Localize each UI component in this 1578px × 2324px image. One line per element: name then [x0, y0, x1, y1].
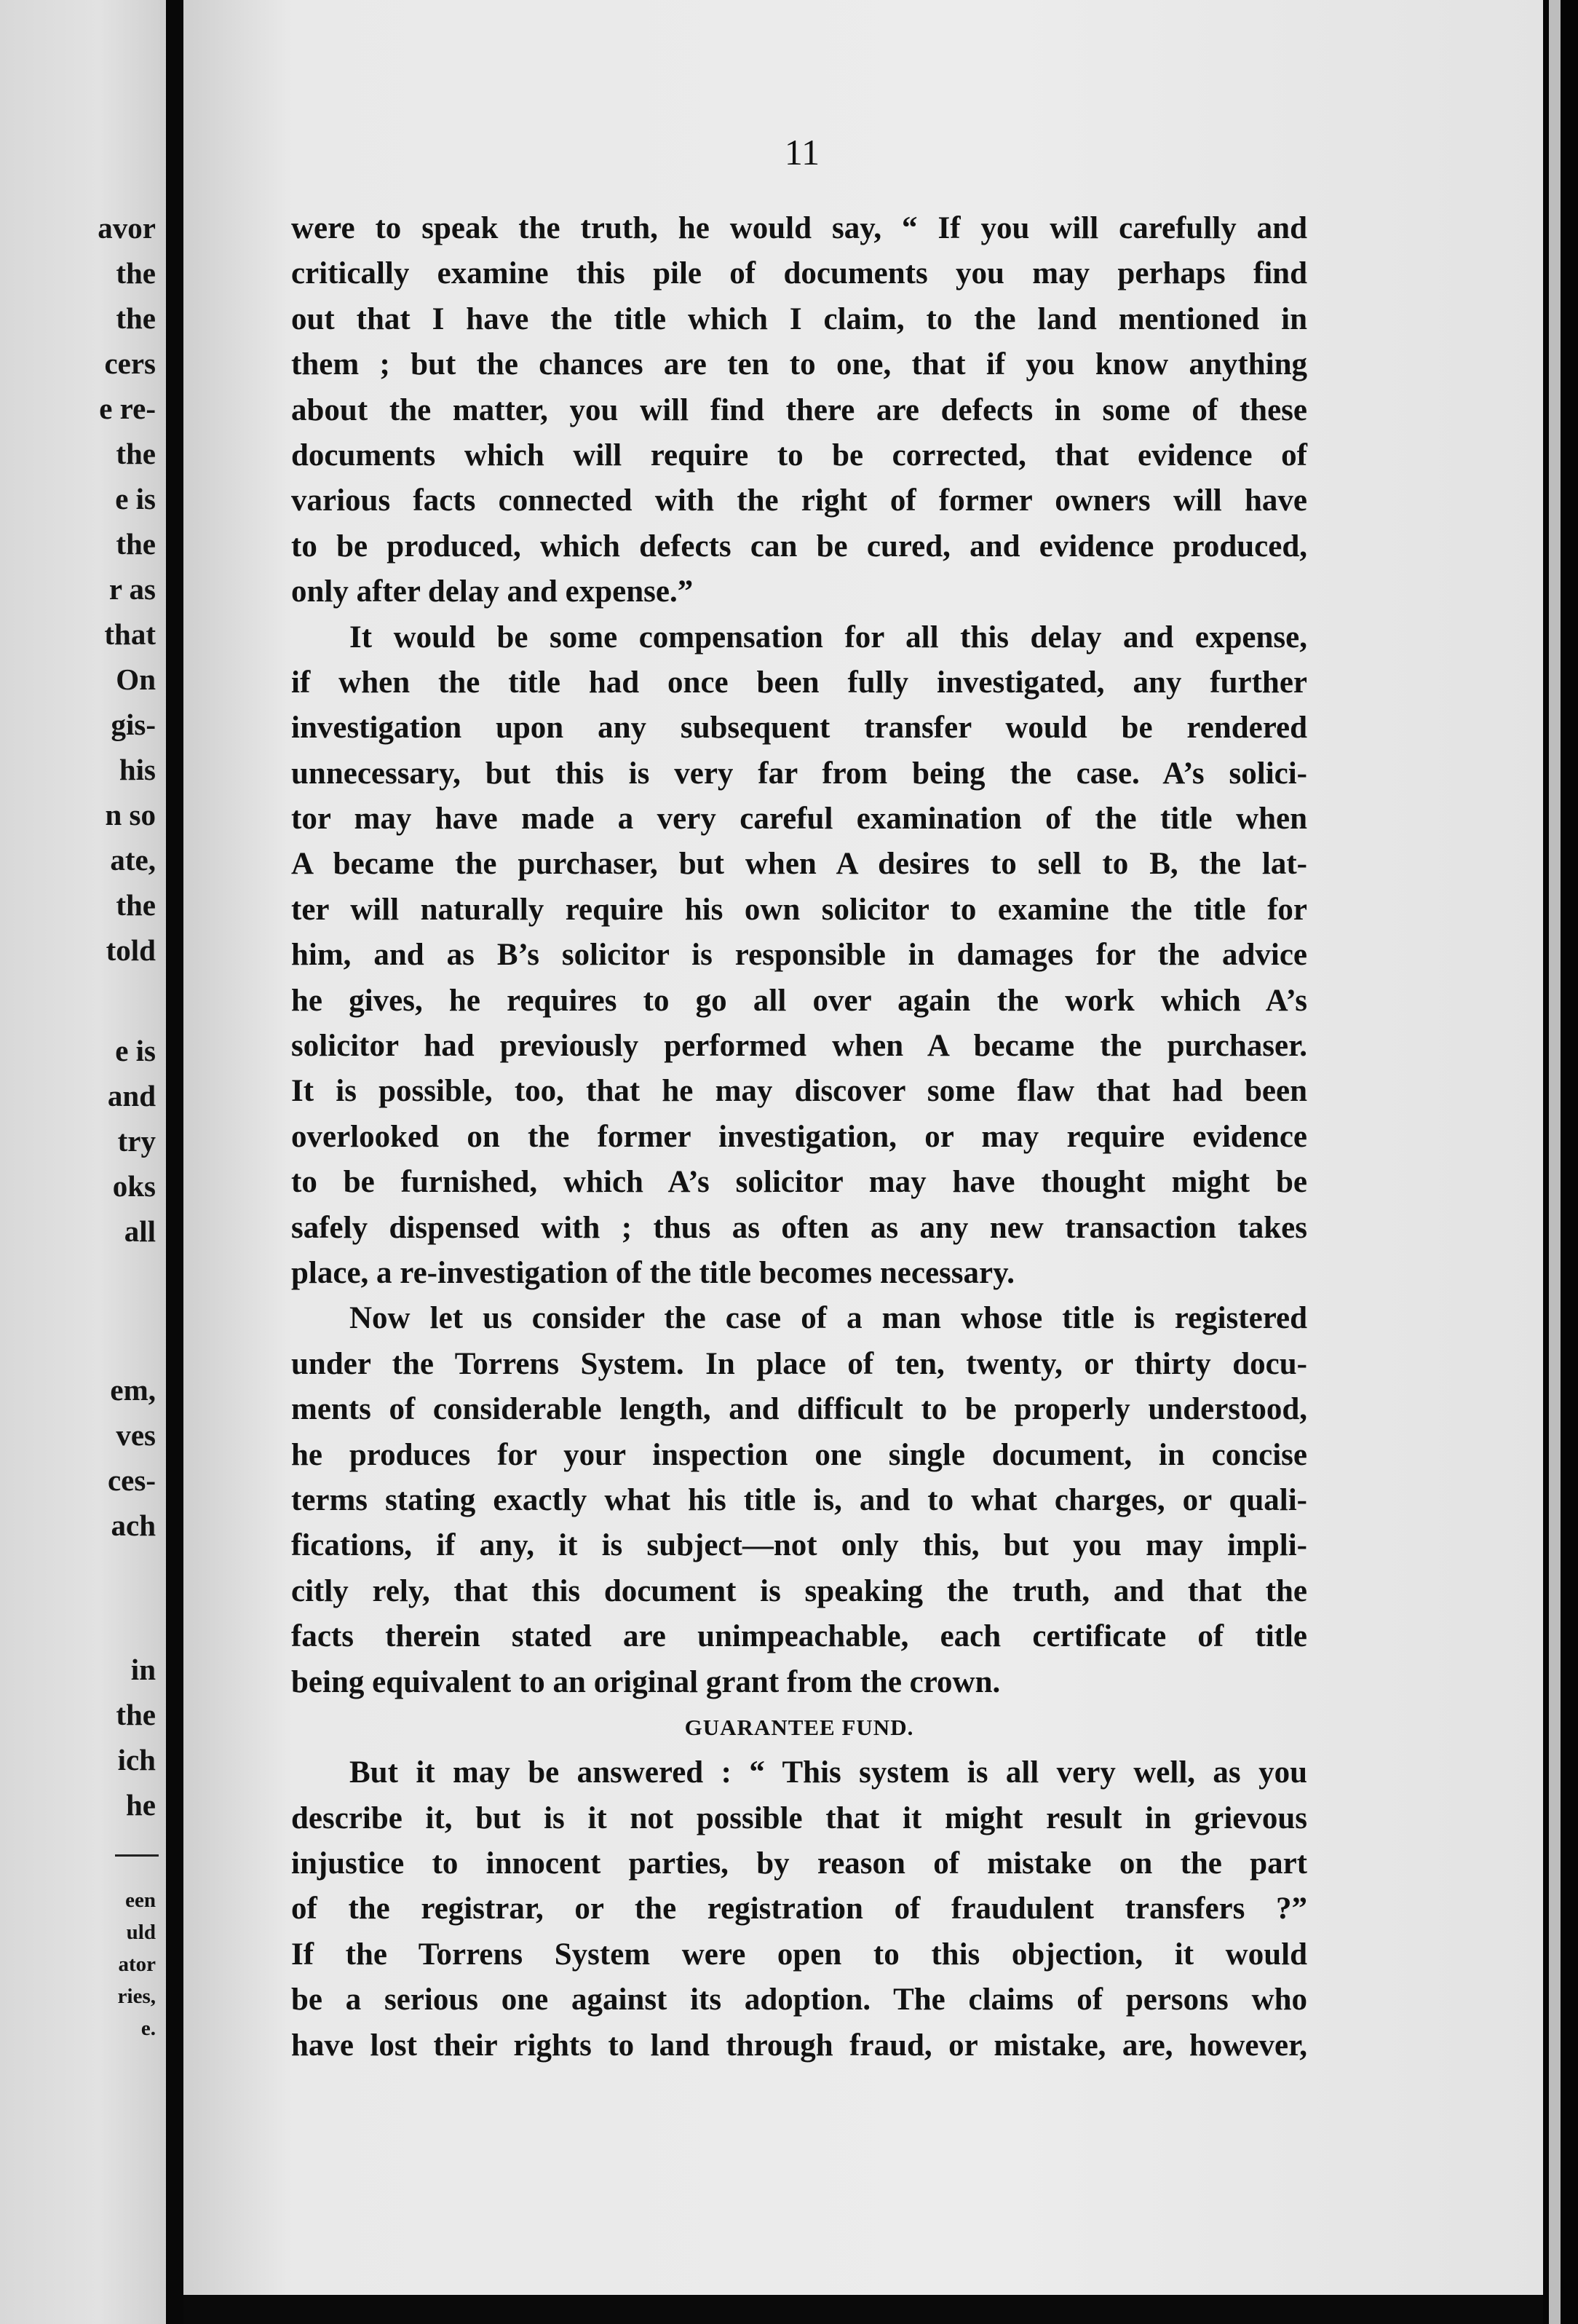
text-line: solicitor had previously performed when A became the purchaser. [291, 1029, 1307, 1064]
left-fragment: the [116, 256, 156, 290]
paragraph [291, 1296, 1307, 1705]
left-fragment: the [116, 437, 156, 470]
left-fragment: that [104, 617, 156, 651]
body-text [291, 206, 1307, 2068]
text-line: be a serious one against its adoption. The claims of persons who [291, 1983, 1307, 2017]
text-line: It is possible, too, that he may discover some flaw that had been [291, 1074, 1307, 1109]
left-fragment: cers [104, 347, 156, 380]
left-fragment: n so [105, 798, 156, 831]
text-line: being equivalent to an original grant from the crown. [291, 1664, 1001, 1699]
text-line: only after delay and expense.” [291, 574, 694, 609]
left-fragment: ate, [110, 843, 156, 877]
text-line: overlooked on the former investigation, or may require evidence [291, 1119, 1307, 1154]
text-line: ments of considerable length, and difficult to be properly understood, [291, 1392, 1307, 1427]
text-line: him, and as B’s solicitor is responsible in damages for the advice [291, 938, 1307, 973]
left-fragment: his [119, 753, 156, 786]
left-fragment: told [106, 933, 156, 967]
text-line: critically examine this pile of documents you may perhaps find [291, 256, 1307, 291]
text-line: place, a re-investigation of the title becomes necessary. [291, 1255, 1015, 1290]
left-fragment: in [130, 1653, 156, 1686]
left-fragment: he [126, 1788, 156, 1822]
text-line: safely dispensed with ; thus as often as any new transaction takes [291, 1210, 1307, 1245]
text-line: he gives, he requires to go all over again the work which A’s [291, 983, 1307, 1018]
paragraph [291, 1750, 1307, 2068]
text-line: unnecessary, but this is very far from being the case. A’s solici- [291, 756, 1307, 791]
text-line: But it may be answered : “ This system is all very well, as you [349, 1755, 1307, 1790]
left-fragment: e re- [99, 392, 156, 425]
page-gutter [166, 0, 183, 2324]
text-line: If the Torrens System were open to this objection, it would [291, 1937, 1307, 1972]
left-fragment: ries, [117, 1985, 156, 2008]
text-line: if when the title had once been fully investigated, any further [291, 665, 1307, 700]
text-line: It would be some compensation for all this delay and expense, [349, 620, 1307, 655]
left-fragment: oks [112, 1169, 156, 1203]
left-fragment: the [116, 527, 156, 561]
text-line: documents which will require to be corrected, that evidence of [291, 438, 1307, 473]
text-line: he produces for your inspection one single document, in concise [291, 1437, 1307, 1472]
paragraph [291, 206, 1307, 615]
text-line: under the Torrens System. In place of ten, twenty, or thirty docu- [291, 1346, 1307, 1381]
text-line: describe it, but is it not possible that it might result in grievous [291, 1801, 1307, 1835]
text-line: about the matter, you will find there are defects in some of these [291, 392, 1307, 427]
left-fragment: em, [110, 1373, 156, 1407]
left-fragment: the [116, 301, 156, 335]
text-line: tor may have made a very careful examination of the title when [291, 802, 1307, 837]
left-fragment: e is [115, 1034, 156, 1067]
left-fragment: ces- [107, 1463, 156, 1497]
text-line: to be produced, which defects can be cured, and evidence produced, [291, 529, 1307, 564]
left-fragment: the [116, 1698, 156, 1731]
text-line: various facts connected with the right of former owners will have [291, 483, 1307, 518]
text-line: fications, if any, it is subject—not only this, but you may impli- [291, 1528, 1307, 1563]
left-fragment: ach [111, 1509, 156, 1542]
text-line: them ; but the chances are ten to one, that if you know anything [291, 347, 1307, 382]
left-fragment: ves [116, 1418, 156, 1452]
text-line: A became the purchaser, but when A desires to sell to B, the lat- [291, 847, 1307, 882]
text-line: have lost their rights to land through fraud, or mistake, are, however, [291, 2028, 1307, 2063]
left-fragment: avor [98, 211, 156, 245]
left-fragment: e. [140, 2017, 156, 2040]
text-line: facts therein stated are unimpeachable, each certificate of title [291, 1619, 1307, 1654]
page-number: 11 [784, 132, 820, 173]
text-line: ter will naturally require his own solicitor to examine the title for [291, 892, 1307, 927]
left-fragment: all [124, 1214, 156, 1248]
left-fragment: On [116, 663, 156, 696]
section-heading: GUARANTEE FUND. [684, 1714, 914, 1740]
left-fragment: the [116, 888, 156, 922]
footnote-rule [115, 1854, 159, 1857]
scan-right-edge-strip [1549, 0, 1561, 2324]
left-fragment: gis- [111, 708, 156, 741]
left-fragment: een [125, 1889, 156, 1912]
text-line: injustice to innocent parties, by reason of mistake on the part [291, 1846, 1307, 1881]
left-page-bleed [0, 0, 166, 2324]
left-fragment: ich [117, 1743, 156, 1776]
paragraph [291, 615, 1307, 1297]
left-fragment: ator [118, 1953, 156, 1976]
left-fragment: and [107, 1079, 156, 1112]
text-line: terms stating exactly what his title is, and to what charges, or quali- [291, 1482, 1307, 1517]
text-line: of the registrar, or the registration of fraudulent transfers ?” [291, 1892, 1307, 1926]
left-fragment: r as [108, 572, 156, 606]
text-line: were to speak the truth, he would say, “ If you will carefully and [291, 211, 1307, 245]
left-fragment: uld [126, 1921, 156, 1944]
scan-bottom-edge [183, 2295, 1543, 2324]
text-line: citly rely, that this document is speaking the truth, and that the [291, 1573, 1307, 1608]
left-fragment: e is [115, 482, 156, 515]
text-line: investigation upon any subsequent transfer would be rendered [291, 711, 1307, 746]
left-fragment: try [117, 1124, 156, 1158]
text-line: out that I have the title which I claim, to the land mentioned in [291, 301, 1307, 336]
text-line: to be furnished, which A’s solicitor may have thought might be [291, 1165, 1307, 1200]
text-line: Now let us consider the case of a man whose title is registered [349, 1301, 1307, 1336]
